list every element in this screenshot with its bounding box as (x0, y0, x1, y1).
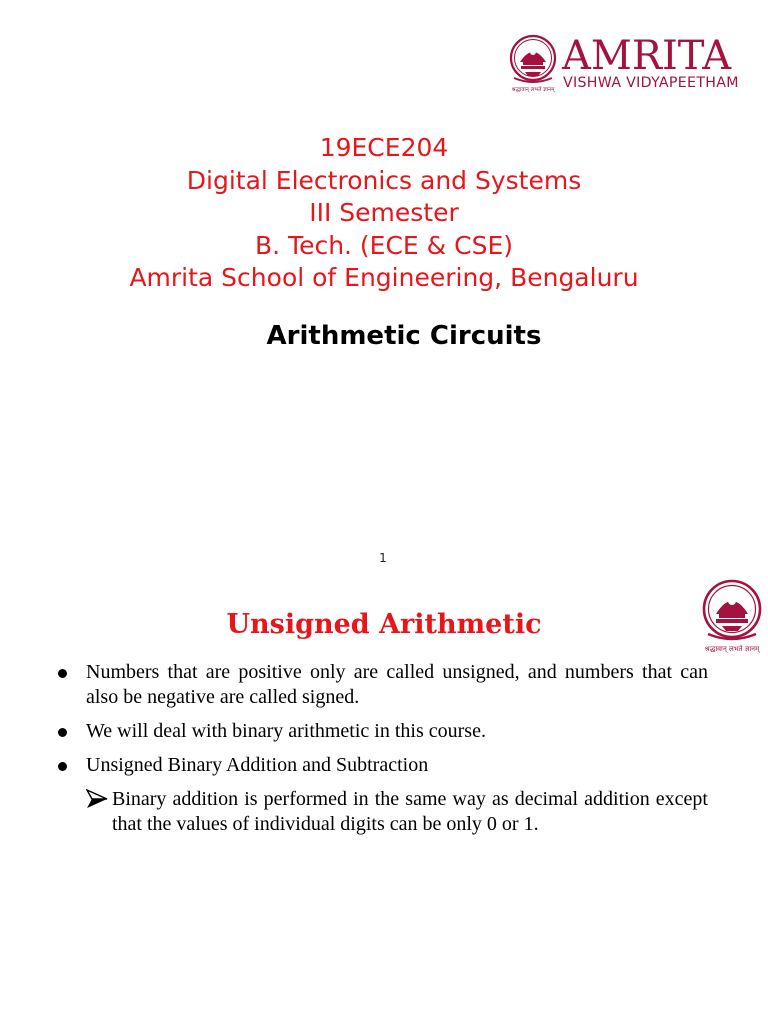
brand-name: AMRITA (562, 33, 732, 79)
bullet-text: Numbers that are positive only are called unsigned, and numbers that can also be negative are called signed. (86, 661, 708, 708)
arrowhead-bullet-icon (86, 788, 108, 810)
sub-list-item (54, 787, 708, 837)
bullet-icon (58, 762, 67, 771)
course-name: Digital Electronics and Systems (186, 165, 582, 195)
course-code: 19ECE204 (319, 133, 449, 162)
slide-heading: Unsigned Arithmetic (226, 609, 542, 640)
course-title-block (0, 132, 768, 295)
sub-bullet-text: Binary addition is performed in the same way as decimal addition except that the values of individual digits can be only 0 or 1. (112, 788, 708, 835)
semester: III Semester (309, 198, 459, 227)
logo-wordmark (562, 34, 766, 92)
bullet-text: Unsigned Binary Addition and Subtraction (86, 754, 429, 776)
amrita-logo (508, 34, 766, 94)
emblem-motto: श्रद्धावान् लभते ज्ञानम् (511, 87, 555, 93)
list-item (54, 660, 708, 710)
amrita-emblem-icon (508, 34, 558, 94)
bullet-list (54, 660, 708, 837)
content-slide (0, 576, 768, 1024)
emblem-motto: श्रद्धावान् लभते ज्ञानम् (704, 645, 760, 653)
list-item (54, 719, 708, 744)
page-number: 1 (379, 551, 387, 565)
list-item (54, 753, 708, 778)
program: B. Tech. (ECE & CSE) (255, 230, 513, 260)
school-name: Amrita School of Engineering, Bengaluru (129, 263, 639, 292)
bullet-icon (58, 669, 67, 678)
lecture-topic: Arithmetic Circuits (266, 321, 542, 351)
brand-subname: VISHWA VIDYAPEETHAM (563, 75, 739, 91)
bullet-icon (58, 728, 67, 737)
bullet-text: We will deal with binary arithmetic in this course. (86, 720, 486, 742)
